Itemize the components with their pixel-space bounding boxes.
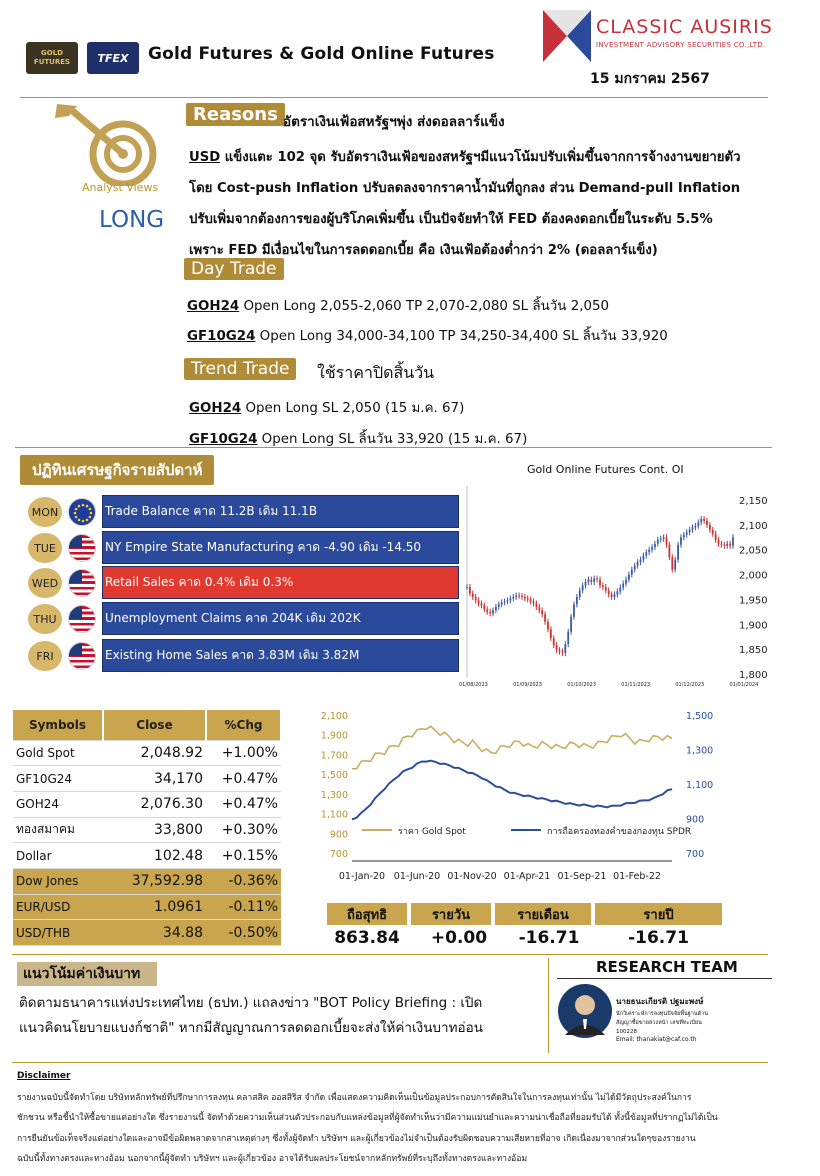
oi-candle-body	[475, 597, 477, 600]
baht-outlook-line-2: แนวคิดนโยบายแบงก์ชาติ" หากมีสัญญาณการลดดอกเบี้ยจะส่งให้ค่าเงินบาทอ่อน	[19, 1020, 483, 1036]
spdr-net-value: 863.84	[334, 928, 400, 948]
oi-candle-body	[680, 537, 682, 544]
page-title: Gold Futures & Gold Online Futures	[148, 44, 495, 64]
reasons-line-1-text: แข็งแตะ 102 จุด รับอัตราเงินเฟ้อของสหรัฐฯมีแนวโน้มปรับเพิ่มขึ้นจากการจ้างงานขยายตัว	[220, 150, 741, 165]
oi-candle-body	[512, 597, 514, 598]
oi-candle-body	[686, 532, 688, 534]
oi-candle-body	[515, 595, 517, 596]
close-cell: 34,170	[103, 766, 206, 792]
oi-y-tick: 2,000	[739, 570, 768, 582]
oi-candle-body	[518, 595, 520, 596]
oi-candle-body	[602, 586, 604, 587]
table-row	[13, 894, 281, 920]
chg-cell: +0.30%	[206, 817, 281, 843]
oi-x-tick: 01/10/2023	[567, 682, 597, 688]
calendar-title: ปฏิทินเศรษฐกิจรายสัปดาห์	[20, 455, 214, 485]
gs-x-tick: 01-Feb-22	[613, 871, 661, 882]
oi-candle-body	[660, 539, 662, 540]
disclaimer-title: Disclaimer	[17, 1071, 71, 1081]
close-cell: 34.88	[103, 920, 206, 946]
day-wed-badge: WED	[28, 568, 62, 598]
oi-candle-body	[619, 587, 621, 591]
oi-candle-body	[605, 587, 607, 590]
day-trade-item	[187, 325, 668, 346]
gs-left-tick: 700	[329, 849, 348, 860]
oi-candle-body	[579, 590, 581, 596]
oi-x-tick: 01/01/2024	[729, 682, 759, 688]
table-row	[13, 817, 281, 843]
oi-candle-body	[648, 550, 650, 552]
table-row	[13, 766, 281, 792]
oi-y-tick: 2,150	[739, 496, 768, 507]
symbols-table	[13, 710, 282, 946]
section-divider	[15, 447, 772, 448]
oi-candle-body	[651, 547, 653, 549]
oi-candle-body	[695, 526, 697, 527]
reasons-headline: อัตราเงินเฟ้อสหรัฐฯพุ่ง ส่งดอลลาร์แข็ง	[283, 114, 505, 130]
col-header-close: Close	[103, 710, 206, 740]
symbol-cell: USD/THB	[13, 920, 103, 946]
oi-candle-body	[553, 638, 555, 645]
oi-candle-body	[715, 534, 717, 540]
gs-x-tick: 01-Sep-21	[557, 871, 607, 882]
oi-candle-body	[483, 605, 485, 609]
trend-trade-symbol: GOH24	[189, 401, 242, 416]
oi-candle-body	[472, 593, 474, 596]
chg-cell: +0.47%	[206, 791, 281, 817]
oi-candle-body	[567, 632, 569, 644]
symbol-cell: GF10G24	[13, 766, 103, 792]
oi-candle-body	[622, 584, 624, 588]
oi-candle-body	[726, 544, 728, 546]
gs-right-tick: 1,500	[686, 711, 714, 722]
oi-candle-body	[596, 579, 598, 580]
chg-cell: -0.50%	[206, 920, 281, 946]
reasons-pill: Reasons	[186, 103, 285, 126]
oi-candle-body	[481, 603, 483, 605]
oi-candle-body	[504, 601, 506, 602]
oi-candle-body	[631, 570, 633, 575]
reasons-line-3: ปรับเพิ่มจากต้องการของผู้บริโภคเพิ่มขึ้น เป็นปัจจัยทำให้ FED ต้องคงดอกเบี้ยในระดับ 5.5%	[189, 212, 713, 227]
close-cell: 33,800	[103, 817, 206, 843]
oi-candle-body	[469, 587, 471, 593]
header-divider	[20, 97, 768, 98]
oi-candle-body	[634, 566, 636, 570]
trend-trade-note: ใช้ราคาปิดสิ้นวัน	[317, 363, 435, 382]
gs-right-tick: 900	[686, 814, 705, 826]
gs-left-tick: 900	[329, 829, 348, 841]
table-row	[13, 920, 281, 946]
oi-candle-body	[671, 557, 673, 569]
tfex-logo: TFEX	[87, 42, 139, 74]
oi-candle-body	[478, 600, 480, 603]
analyst-avatar-icon	[557, 983, 613, 1039]
symbol-cell: Dow Jones	[13, 868, 103, 894]
brand-name: CLASSIC AUSIRIS	[596, 16, 773, 38]
oi-chart-title: Gold Online Futures Cont. OI	[527, 463, 684, 476]
oi-candle-body	[706, 521, 708, 525]
oi-x-tick: 01/11/2023	[621, 682, 651, 688]
oi-candle-body	[697, 522, 699, 525]
oi-candle-body	[550, 629, 552, 638]
gs-left-tick: 1,900	[320, 730, 348, 742]
oi-y-tick: 1,850	[739, 645, 768, 657]
trend-trade-item	[189, 397, 464, 418]
symbol-cell: Dollar	[13, 843, 103, 869]
day-tue-badge: TUE	[28, 533, 62, 563]
trend-trade-pill: Trend Trade	[184, 358, 296, 380]
symbol-cell: EUR/USD	[13, 894, 103, 920]
oi-candle-body	[466, 587, 468, 588]
target-arrow-icon	[55, 104, 175, 186]
day-trade-item	[187, 295, 609, 316]
day-trade-pill: Day Trade	[184, 258, 284, 280]
oi-candle-body	[507, 600, 509, 601]
calendar-event-text: Existing Home Sales คาด 3.83M เดิม 3.82M	[102, 639, 459, 672]
close-cell: 102.48	[103, 843, 206, 869]
section-divider	[12, 1062, 768, 1063]
oi-candle-body	[732, 537, 734, 545]
oi-candle-body	[723, 545, 725, 546]
oi-candle-body	[645, 552, 647, 555]
oi-candle-body	[668, 545, 670, 557]
col-header-symbols: Symbols	[13, 710, 103, 740]
eu-flag-icon	[68, 498, 96, 526]
table-header-row	[13, 710, 281, 740]
analyst-views-label: Analyst Views	[82, 181, 159, 194]
gs-right-tick: 1,100	[686, 780, 714, 791]
oi-candle-body	[709, 525, 711, 530]
gs-right-tick: 1,300	[686, 745, 714, 757]
oi-y-tick: 1,900	[739, 620, 768, 632]
gs-series-line	[352, 761, 672, 820]
gs-left-tick: 2,100	[320, 711, 348, 722]
disclaimer-line: ฉบับนี้ทั้งทางตรงและทางอ้อม นอกจากนี้ผู้จัดทำ บริษัทฯ และผู้เกี่ยวข้อง อาจได้รับผลประโยชน์จากหลักทรัพย์ที่ระบุถึงทั้งทางตรงและทางอ้อม	[17, 1154, 528, 1164]
oi-x-tick: 01/12/2023	[675, 682, 705, 688]
gs-legend-label: การถือครองทองคำของกองทุน SPDR	[547, 827, 692, 837]
gs-legend-label: ราคา Gold Spot	[398, 827, 466, 837]
table-row	[13, 868, 281, 894]
oi-candle-body	[588, 580, 590, 582]
us-flag-icon	[68, 642, 96, 670]
us-flag-icon	[68, 569, 96, 597]
gs-left-tick: 1,700	[320, 750, 348, 762]
oi-candle-body	[677, 545, 679, 560]
oi-candle-body	[657, 540, 659, 544]
oi-candle-body	[593, 579, 595, 582]
oi-candle-body	[599, 580, 601, 586]
oi-candle-body	[570, 617, 572, 632]
oi-x-tick: 01/08/2023	[459, 682, 488, 688]
section-divider	[12, 954, 768, 955]
calendar-event-text: NY Empire State Manufacturing คาด -4.90 เดิม -14.50	[102, 531, 459, 564]
oi-candle-body	[700, 519, 702, 522]
oi-candle-body	[582, 586, 584, 591]
oi-y-tick: 2,050	[739, 545, 768, 557]
calendar-event-text: Retail Sales คาด 0.4% เดิม 0.3%	[102, 566, 459, 599]
us-flag-icon	[68, 605, 96, 633]
col-header-chg: %Chg	[206, 710, 281, 740]
spdr-header-daily: รายวัน	[411, 903, 491, 925]
oi-candle-body	[663, 537, 665, 538]
day-trade-detail: Open Long 34,000-34,100 TP 34,250-34,400 SL ลิ้นวัน 33,920	[255, 329, 668, 344]
disclaimer-line: ชักชวน หรือชี้นำให้ซื้อขายแต่อย่างใด ซึ่งรายงานนี้ จัดทำด้วยความเห็นส่วนตัวประกอบกับแหล่งข้อมูลที่ผู้จัดทำเห็นว่ามีความแม่นยำและความน่าเชื่อถือที่ยอมรับได้ ทั้งนี้ข้อมูลที่ปรากฏไม่ได้เป็น	[17, 1113, 718, 1123]
report-date: 15 มกราคม 2567	[590, 71, 710, 87]
day-trade-symbol: GF10G24	[187, 329, 256, 344]
oi-candle-body	[530, 599, 532, 601]
oi-candle-body	[535, 603, 537, 606]
oi-candle-body	[527, 598, 529, 599]
oi-candle-body	[712, 530, 714, 534]
oi-candle-body	[590, 580, 592, 582]
day-trade-detail: Open Long 2,055-2,060 TP 2,070-2,080 SL ลิ้นวัน 2,050	[239, 299, 610, 314]
oi-candle-body	[654, 544, 656, 547]
chg-cell: +0.15%	[206, 843, 281, 869]
table-row	[13, 740, 281, 766]
spdr-header-yearly: รายปี	[595, 903, 722, 925]
oi-candle-body	[524, 597, 526, 598]
close-cell: 37,592.98	[103, 868, 206, 894]
oi-candle-body	[547, 622, 549, 629]
gs-right-tick: 700	[686, 849, 705, 860]
oi-candle-body	[729, 544, 731, 546]
oi-candle-body	[721, 544, 723, 545]
gs-x-tick: 01-Nov-20	[447, 871, 497, 882]
oi-candle-body	[538, 607, 540, 610]
oi-candle-body	[521, 596, 523, 597]
oi-candle-body	[559, 650, 561, 651]
oi-candle-body	[489, 612, 491, 613]
oi-y-tick: 1,950	[739, 595, 768, 607]
spdr-yearly-value: -16.71	[628, 928, 689, 948]
analyst-view-value: LONG	[99, 207, 165, 233]
oi-candle-body	[541, 610, 543, 614]
research-team-title: RESEARCH TEAM	[596, 958, 738, 976]
reasons-line-1	[189, 146, 741, 167]
oi-y-tick: 1,800	[739, 670, 768, 681]
research-divider	[557, 978, 772, 979]
close-cell: 2,048.92	[103, 740, 206, 766]
oi-candle-body	[509, 598, 511, 600]
reasons-line-4: เพราะ FED มีเงื่อนไขในการลดดอกเบี้ย คือ เงินเฟ้อต้องต่ำกว่า 2% (ดอลลาร์แข็ง)	[189, 243, 658, 258]
baht-outlook-line-1: ติดตามธนาคารแห่งประเทศไทย (ธปท.) แถลงข่าว "BOT Policy Briefing : เปิด	[19, 995, 483, 1011]
oi-candle-body	[692, 527, 694, 529]
usd-label: USD	[189, 150, 221, 165]
day-trade-symbol: GOH24	[187, 299, 240, 314]
oi-candle-body	[703, 519, 705, 521]
spdr-daily-value: +0.00	[430, 928, 488, 948]
oi-x-tick: 01/09/2023	[513, 682, 542, 688]
gs-series-line	[352, 726, 672, 769]
oi-candle-body	[544, 614, 546, 621]
oi-candle-body	[495, 607, 497, 610]
gold-spdr-chart	[300, 700, 730, 885]
oi-candle-body	[573, 604, 575, 616]
day-mon-badge: MON	[28, 497, 62, 527]
trend-trade-symbol: GF10G24	[189, 432, 258, 447]
oi-candle-body	[640, 560, 642, 562]
vertical-divider	[548, 958, 549, 1053]
oi-candle-body	[718, 540, 720, 544]
table-row	[13, 843, 281, 869]
spdr-header-monthly: รายเดือน	[495, 903, 591, 925]
us-flag-icon	[68, 534, 96, 562]
trend-trade-detail: Open Long SL ลิ้นวัน 33,920 (15 ม.ค. 67)	[257, 432, 528, 447]
gold-futures-logo: GOLD FUTURES	[26, 42, 78, 74]
analyst-email: Email: thanakiat@caf.co.th	[616, 1036, 697, 1043]
oi-candle-body	[642, 556, 644, 560]
close-cell: 1.0961	[103, 894, 206, 920]
oi-candle-body	[556, 645, 558, 650]
oi-y-tick: 2,100	[739, 520, 768, 532]
oi-candle-body	[666, 537, 668, 544]
symbol-cell: GOH24	[13, 791, 103, 817]
oi-candle-body	[585, 582, 587, 585]
analyst-role: นักวิเคราะห์การลงทุนปัจจัยพื้นฐานด้านสัญญาซื้อขายล่วงหน้า เลขที่ทะเบียน 100228	[616, 1011, 709, 1035]
oi-candle-body	[492, 610, 494, 613]
oi-candle-body	[674, 560, 676, 570]
classic-ausiris-logo-icon	[543, 10, 591, 62]
chg-cell: -0.36%	[206, 868, 281, 894]
gs-x-tick: 01-Apr-21	[503, 871, 551, 882]
oi-candle-body	[683, 535, 685, 537]
day-thu-badge: THU	[28, 604, 62, 634]
oi-candle-body	[608, 590, 610, 594]
oi-candle-body	[625, 580, 627, 584]
oi-candle-body	[564, 644, 566, 653]
close-cell: 2,076.30	[103, 791, 206, 817]
spdr-header-net: ถือสุทธิ	[327, 903, 407, 925]
oi-candle-body	[611, 594, 613, 596]
gs-x-tick: 01-Jan-20	[338, 871, 386, 882]
oi-candle-body	[562, 652, 564, 653]
gs-left-tick: 1,500	[320, 770, 348, 782]
symbol-cell: ทองสมาคม	[13, 817, 103, 843]
oi-candle-body	[637, 562, 639, 565]
chg-cell: -0.11%	[206, 894, 281, 920]
oi-candle-body	[689, 530, 691, 532]
gs-left-tick: 1,100	[320, 809, 348, 821]
gs-left-tick: 1,300	[320, 789, 348, 801]
oi-chart	[455, 482, 785, 692]
calendar-event-text: Unemployment Claims คาด 204K เดิม 202K	[102, 602, 459, 635]
disclaimer-line: รายงานฉบับนี้จัดทำโดย บริษัทหลักทรัพย์ที่ปรึกษาการลงทุน คลาสสิค ออสสิริส จำกัด เพื่อแสดงความคิดเห็นเป็นข้อมูลประกอบการตัดสินใจในการลงทุนเท่านั้น ไม่ได้มีวัตถุประสงค์ในการ	[17, 1093, 692, 1103]
oi-candle-body	[628, 575, 630, 580]
spdr-monthly-value: -16.71	[518, 928, 580, 948]
analyst-name: นายธนะเกียรติ ปฐมะพงษ์	[616, 997, 704, 1006]
chg-cell: +0.47%	[206, 766, 281, 792]
table-row	[13, 791, 281, 817]
oi-candle-body	[498, 604, 500, 606]
reasons-line-2: โดย Cost-push Inflation ปรับลดลงจากราคาน้ำมันที่ถูกลง ส่วน Demand-pull Inflation	[189, 181, 741, 196]
oi-candle-body	[576, 597, 578, 604]
oi-candle-body	[616, 591, 618, 594]
baht-outlook-title: แนวโน้มค่าเงินบาท	[17, 962, 157, 986]
gs-x-tick: 01-Jun-20	[393, 871, 441, 882]
oi-candle-body	[533, 601, 535, 603]
symbol-cell: Gold Spot	[13, 740, 103, 766]
oi-candle-body	[486, 609, 488, 611]
trend-trade-item	[189, 428, 527, 449]
calendar-event-text: Trade Balance คาด 11.2B เดิม 11.1B	[102, 495, 459, 528]
oi-candle-body	[501, 602, 503, 604]
oi-candle-body	[614, 594, 616, 596]
disclaimer-line: การยืนยันข้อเท็จจริงแต่อย่างใดและอาจมีข้อผิดพลาดจากสาเหตุต่างๆ ซึ่งทั้งผู้จัดทำ บริษัทฯ และผู้เกี่ยวข้องไม่จำเป็นต้องรับผิดชอบความเสียหายที่อาจ เกิดเนื่องมาจากส่วนใดๆของรายงาน	[17, 1134, 696, 1144]
brand-subtitle: INVESTMENT ADVISORY SECURITIES CO.,LTD.	[596, 41, 766, 49]
trend-trade-detail: Open Long SL 2,050 (15 ม.ค. 67)	[241, 401, 465, 416]
day-fri-badge: FRI	[28, 641, 62, 671]
chg-cell: +1.00%	[206, 740, 281, 766]
